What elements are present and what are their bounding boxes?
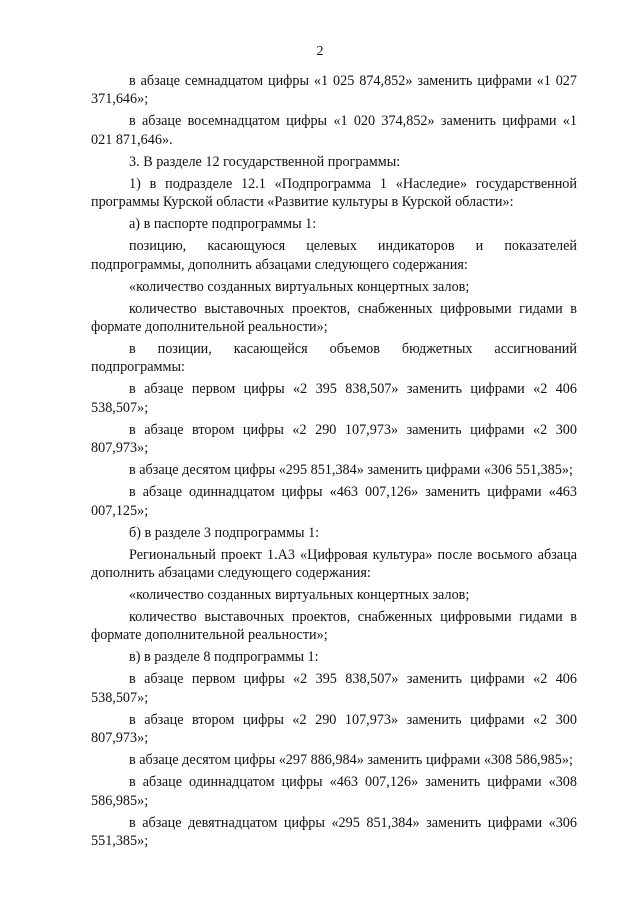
paragraph: Региональный проект 1.А3 «Цифровая культура» после восьмого абзаца дополнить абзацами следующего содержания:: [91, 546, 577, 582]
paragraph: а) в паспорте подпрограммы 1:: [129, 216, 317, 233]
paragraph: позицию, касающуюся целевых индикаторов и показателей подпрограммы, дополнить абзацами следующего содержания:: [91, 238, 577, 273]
paragraph: в абзаце девятнадцатом цифры «295 851,384» заменить цифрами «306 551,385»;: [91, 814, 577, 850]
paragraph: в абзаце первом цифры «2 395 838,507» заменить цифрами «2 406 538,507»;: [91, 381, 577, 416]
paragraph: в абзаце втором цифры «2 290 107,973» заменить цифрами «2 300 807,973»;: [91, 421, 577, 457]
paragraph: количество выставочных проектов, снабженных цифровыми гидами в формате дополнительной реальности»;: [91, 609, 577, 644]
paragraph: в позиции, касающейся объемов бюджетных ассигнований подпрограммы:: [91, 341, 577, 376]
paragraph: в абзаце десятом цифры «295 851,384» заменить цифрами «306 551,385»;: [129, 462, 573, 479]
paragraph: в) в разделе 8 подпрограммы 1:: [129, 649, 319, 666]
document-body: [91, 72, 577, 851]
page-number: 2: [316, 44, 324, 59]
paragraph: 3. В разделе 12 государственной программы:: [129, 153, 401, 170]
paragraph: «количество созданных виртуальных концертных залов;: [129, 278, 470, 295]
paragraph: 1) в подразделе 12.1 «Подпрограмма 1 «Наследие» государственной программы Курской области «Развитие культуры в Курской области»:: [91, 175, 577, 211]
paragraph: в абзаце семнадцатом цифры «1 025 874,852» заменить цифрами «1 027 371,646»;: [91, 73, 577, 108]
paragraph: в абзаце десятом цифры «297 886,984» заменить цифрами «308 586,985»;: [129, 752, 573, 769]
paragraph: в абзаце одиннадцатом цифры «463 007,126» заменить цифрами «463 007,125»;: [91, 484, 577, 519]
paragraph: в абзаце одиннадцатом цифры «463 007,126» заменить цифрами «308 586,985»;: [91, 774, 577, 809]
paragraph: «количество созданных виртуальных концертных залов;: [129, 587, 470, 604]
paragraph: б) в разделе 3 подпрограммы 1:: [129, 524, 320, 541]
paragraph: в абзаце втором цифры «2 290 107,973» заменить цифрами «2 300 807,973»;: [91, 711, 577, 747]
paragraph: количество выставочных проектов, снабженных цифровыми гидами в формате дополнительной реальности»;: [91, 300, 577, 336]
paragraph: в абзаце первом цифры «2 395 838,507» заменить цифрами «2 406 538,507»;: [91, 671, 577, 706]
paragraph: в абзаце восемнадцатом цифры «1 020 374,852» заменить цифрами «1 021 871,646».: [91, 113, 577, 148]
